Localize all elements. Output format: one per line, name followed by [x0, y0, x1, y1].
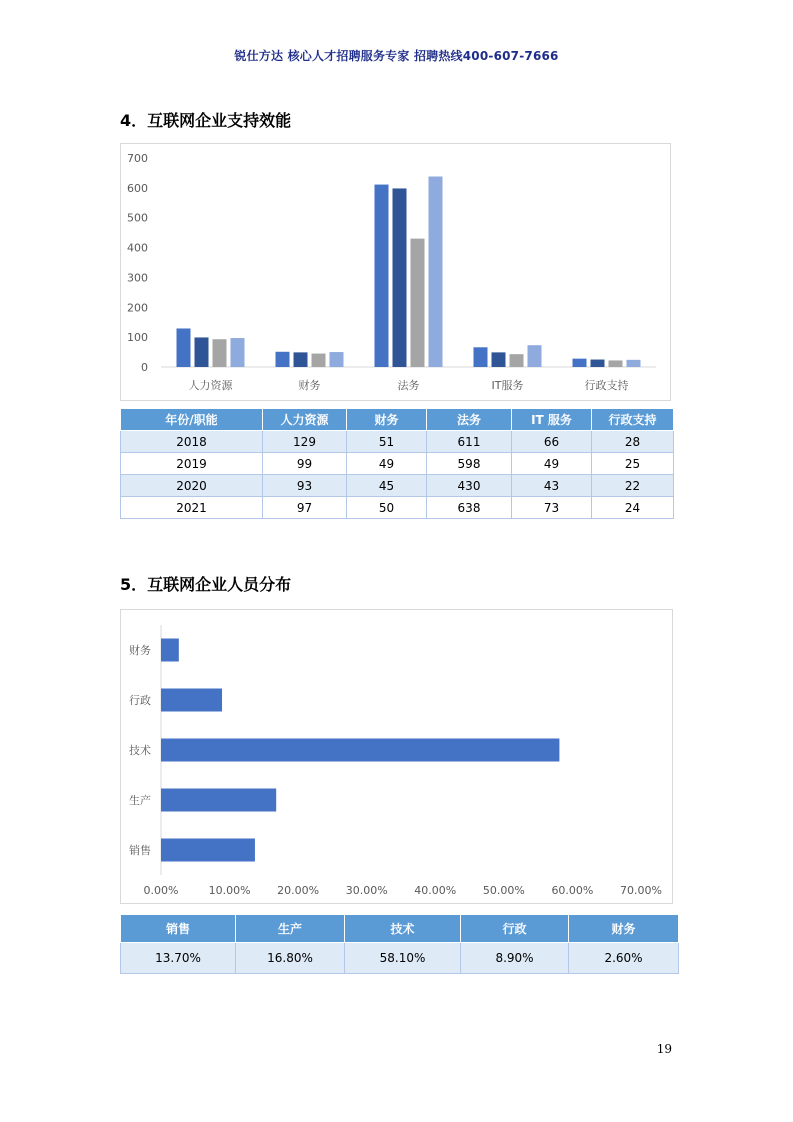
x-tick-label: 0.00% [143, 884, 179, 897]
y-tick-label: 300 [127, 271, 148, 285]
table-header-cell: 法务 [427, 409, 512, 431]
table-cell: 43 [512, 475, 592, 497]
table-cell: 73 [512, 497, 592, 519]
table-row [121, 497, 674, 519]
section-title: 4．互联网企业支持效能 [120, 111, 292, 130]
table-cell: 28 [592, 431, 674, 453]
y-tick-label: 700 [127, 152, 148, 165]
table-cell: 13.70% [121, 943, 236, 974]
y-tick-label: 100 [127, 331, 148, 345]
bar-series-4 [330, 352, 344, 367]
bar [161, 789, 276, 812]
bar-series-3 [510, 354, 524, 367]
support-efficiency-chart-svg [121, 144, 672, 402]
bar [161, 739, 559, 762]
bar-series-3 [609, 360, 623, 367]
table-cell: 58.10% [345, 943, 461, 974]
bar-series-2 [393, 188, 407, 367]
bar [161, 639, 179, 662]
table-header-cell: 年份/职能 [121, 409, 263, 431]
table-cell: 8.90% [461, 943, 569, 974]
table-cell: 24 [592, 497, 674, 519]
table-cell: 93 [263, 475, 347, 497]
table-cell: 2021 [121, 497, 263, 519]
y-tick-label: 0 [141, 361, 148, 374]
table-cell: 598 [427, 453, 512, 475]
table-cell: 638 [427, 497, 512, 519]
page-number: 19 [656, 1042, 672, 1056]
bar [161, 689, 222, 712]
table-header-cell: IT 服务 [512, 409, 592, 431]
table-header-cell: 生产 [236, 915, 345, 943]
table-header-cell: 行政 [461, 915, 569, 943]
support-efficiency-table [120, 408, 674, 519]
table-header-cell: 人力资源 [263, 409, 347, 431]
table-cell: 25 [592, 453, 674, 475]
table-row [121, 431, 674, 453]
bar-series-1 [177, 328, 191, 367]
x-tick-label: 财务 [298, 379, 321, 392]
table-cell: 611 [427, 431, 512, 453]
table-cell: 45 [347, 475, 427, 497]
table-cell: 2019 [121, 453, 263, 475]
y-tick-label: 技术 [129, 744, 151, 757]
table-header-cell: 财务 [569, 915, 679, 943]
bar-series-1 [474, 347, 488, 367]
bar [161, 839, 255, 862]
x-tick-label: 法务 [397, 379, 420, 392]
table-cell: 97 [263, 497, 347, 519]
y-tick-label: 生产 [129, 794, 151, 807]
bar-series-1 [375, 185, 389, 367]
y-tick-label: 500 [127, 211, 148, 225]
y-tick-label: 400 [127, 241, 148, 255]
x-tick-label: 人力资源 [188, 379, 233, 392]
staff-distribution-table [120, 914, 679, 974]
bar-series-4 [627, 360, 641, 367]
section-title: 5．互联网企业人员分布 [120, 575, 292, 594]
table-header-cell: 技术 [345, 915, 461, 943]
table-row [121, 475, 674, 497]
x-tick-label: 10.00% [208, 884, 251, 897]
bar-series-2 [492, 352, 506, 367]
table-cell: 99 [263, 453, 347, 475]
bar-series-3 [213, 339, 227, 367]
table-cell: 66 [512, 431, 592, 453]
table-header-cell: 行政支持 [592, 409, 674, 431]
table-row [121, 453, 674, 475]
y-tick-label: 600 [127, 181, 148, 195]
table-cell: 51 [347, 431, 427, 453]
table-cell: 2018 [121, 431, 263, 453]
x-tick-label: IT服务 [491, 379, 524, 392]
table-cell: 430 [427, 475, 512, 497]
bar-series-4 [231, 338, 245, 367]
page-header: 锐仕方达 核心人才招聘服务专家 招聘热线400-607-7666 [234, 49, 559, 63]
x-tick-label: 50.00% [482, 884, 525, 897]
x-tick-label: 70.00% [620, 884, 662, 897]
staff-distribution-chart-svg [121, 610, 674, 905]
table-cell: 22 [592, 475, 674, 497]
bar-series-2 [591, 360, 605, 367]
x-tick-label: 40.00% [414, 884, 457, 897]
table-cell: 2.60% [569, 943, 679, 974]
x-tick-label: 60.00% [551, 884, 594, 897]
bar-series-1 [276, 352, 290, 367]
y-tick-label: 200 [127, 301, 148, 315]
table-cell: 129 [263, 431, 347, 453]
table-header-cell: 财务 [347, 409, 427, 431]
table-header-cell: 销售 [121, 915, 236, 943]
bar-series-4 [429, 177, 443, 367]
table-header-row [121, 915, 679, 943]
table-cell: 2020 [121, 475, 263, 497]
bar-series-3 [411, 239, 425, 367]
support-efficiency-chart [120, 143, 671, 401]
staff-distribution-chart [120, 609, 673, 904]
y-tick-label: 财务 [129, 644, 151, 657]
bar-series-2 [294, 352, 308, 367]
x-tick-label: 20.00% [277, 884, 320, 897]
bar-series-3 [312, 354, 326, 367]
table-cell: 16.80% [236, 943, 345, 974]
x-tick-label: 30.00% [345, 884, 388, 897]
bar-series-1 [573, 359, 587, 367]
table-cell: 49 [512, 453, 592, 475]
table-row [121, 943, 679, 974]
bar-series-2 [195, 337, 209, 367]
table-cell: 50 [347, 497, 427, 519]
y-tick-label: 销售 [129, 844, 151, 857]
x-tick-label: 行政支持 [584, 379, 629, 392]
table-cell: 49 [347, 453, 427, 475]
bar-series-4 [528, 345, 542, 367]
table-header-row [121, 409, 674, 431]
y-tick-label: 行政 [129, 694, 151, 707]
